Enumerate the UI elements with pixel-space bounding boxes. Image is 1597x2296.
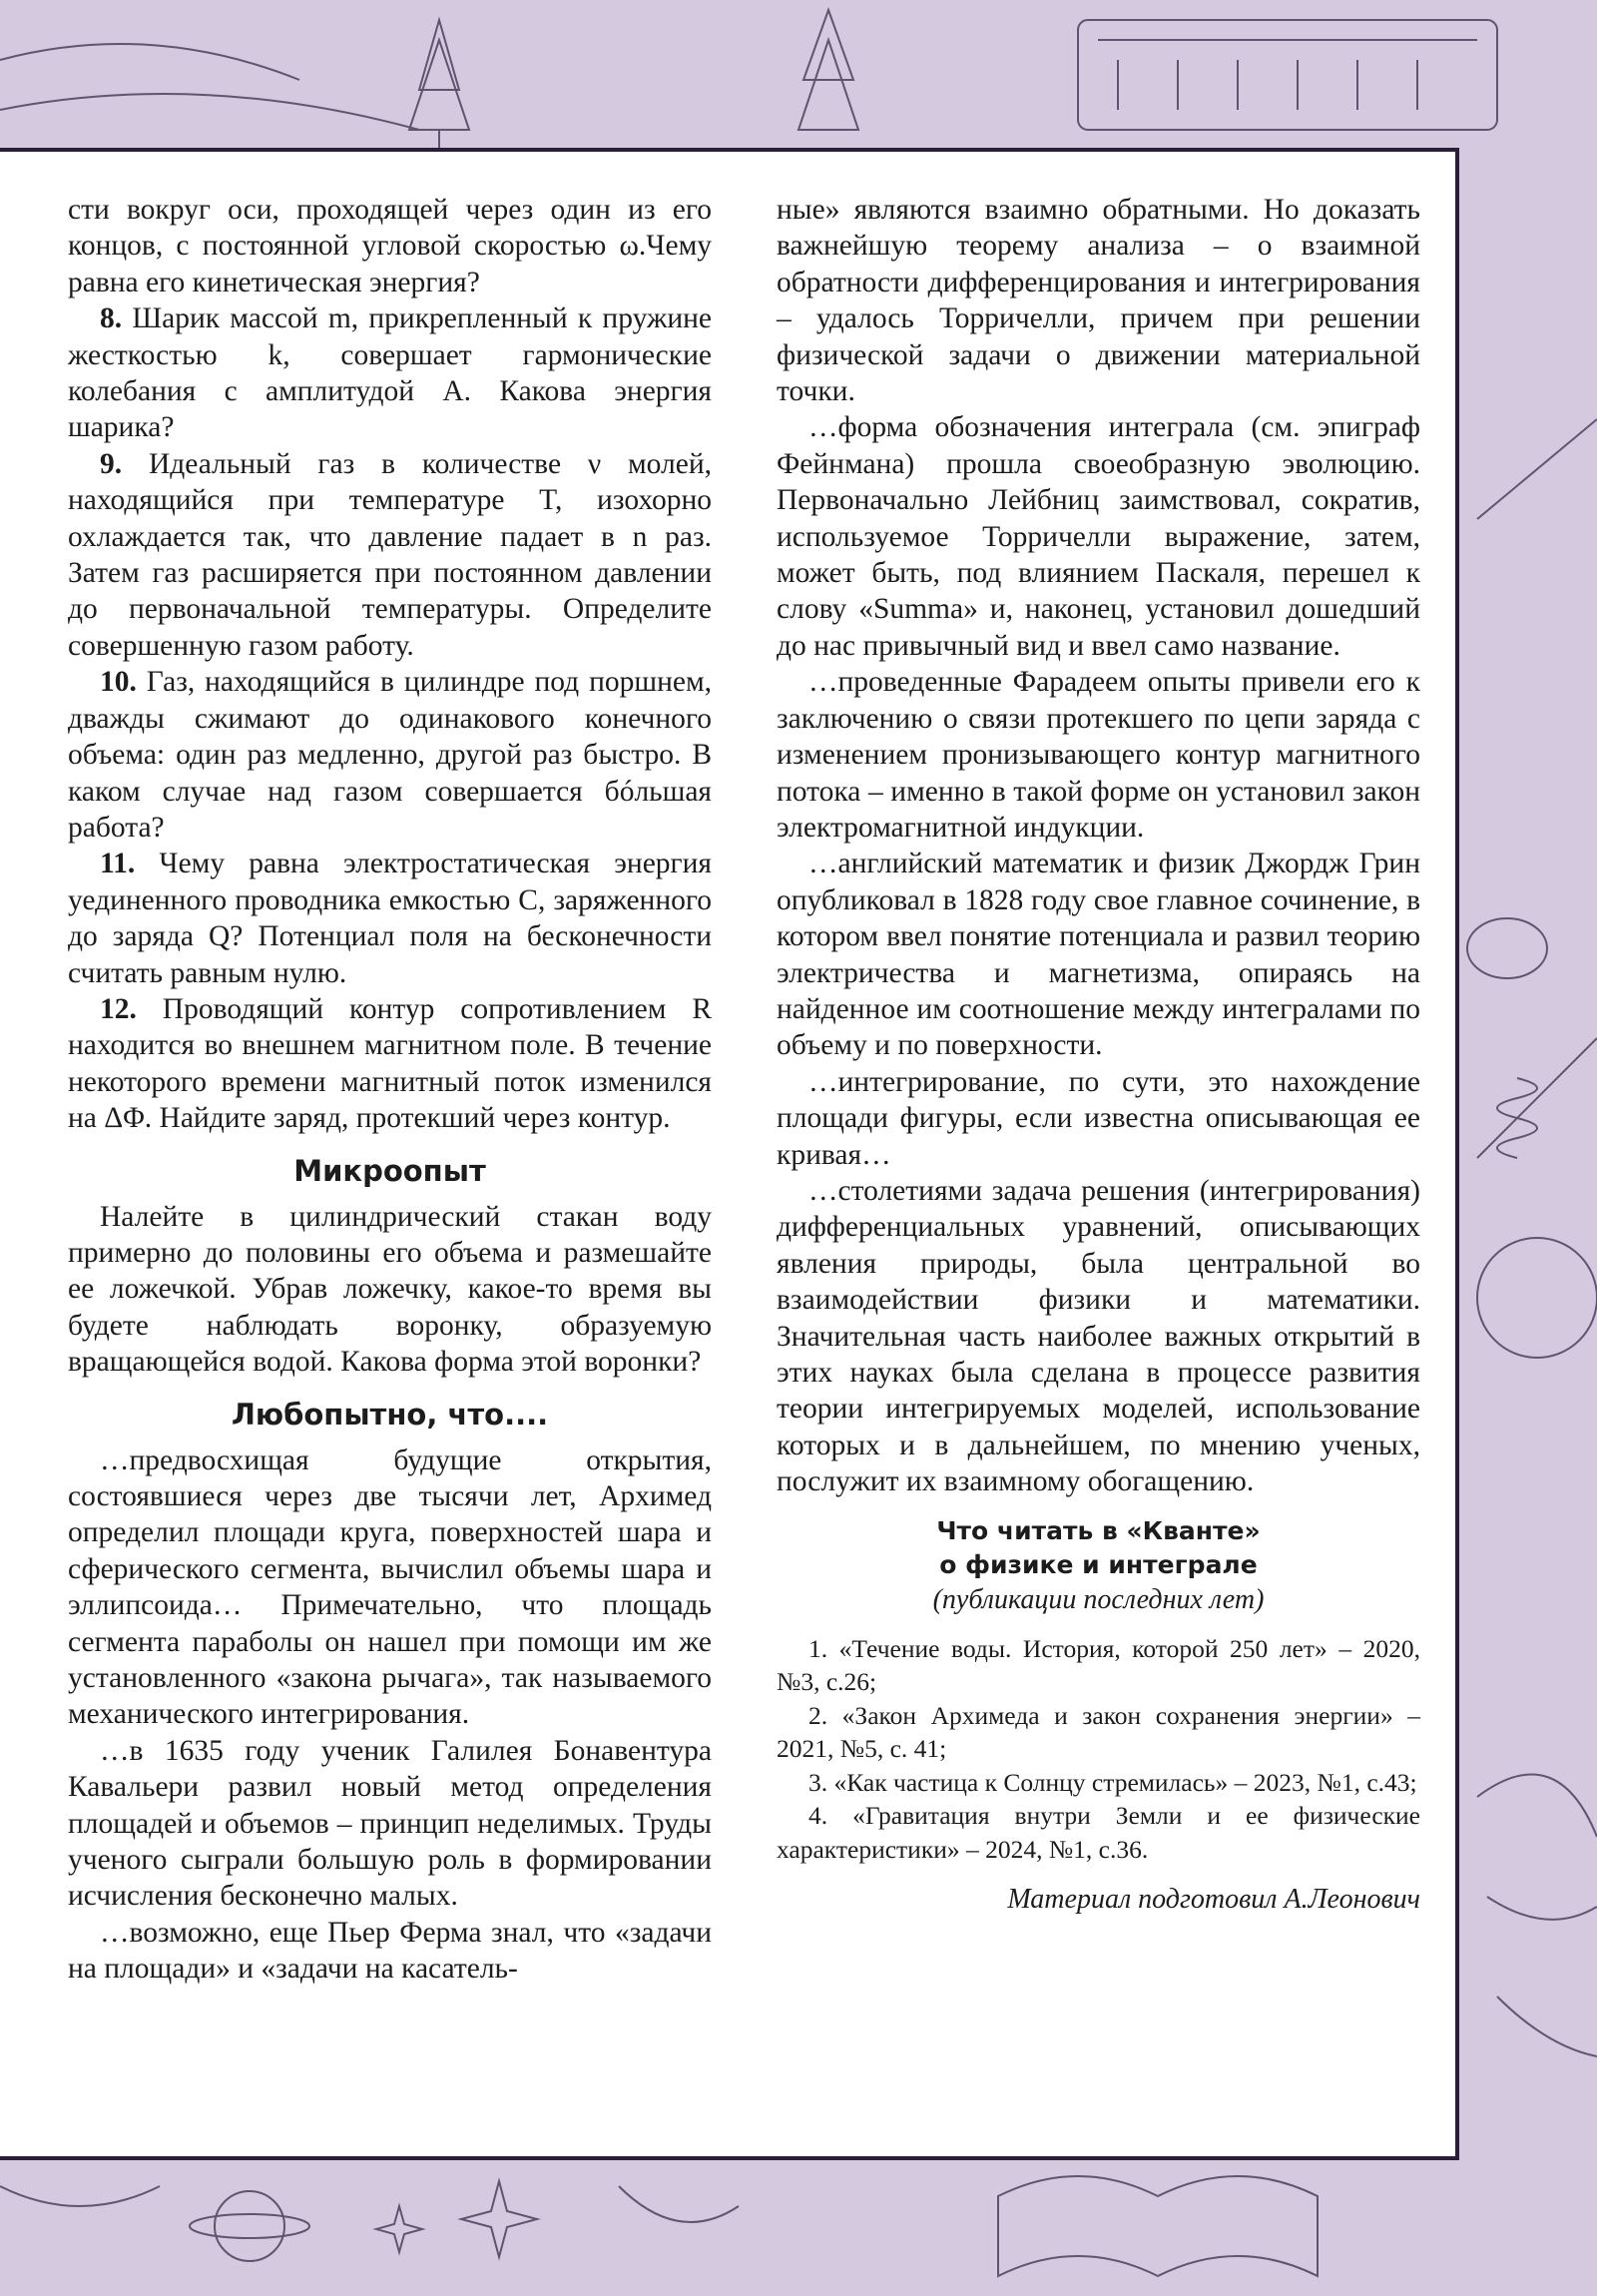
problem-text: Шарик массой m, прикрепленный к пружине жесткостью k, совершает гармонические колебания с амплитудой A. Какова энергия шарика? (68, 302, 712, 444)
book-sketch (998, 2176, 1318, 2276)
curious-paragraph: …интегрирование, по сути, это нахождение площади фигуры, если известна описывающая ее кривая… (777, 1065, 1420, 1171)
author-credit: Материал подготовил А.Леонович (1007, 1884, 1420, 1916)
globe-sketch (1477, 1238, 1597, 1358)
problem-number: 9. (100, 447, 123, 480)
problem-text: Чему равна электростатическая энергия уединенного проводника емкостью C, заряженного до заряда Q? Потенциал поля на бесконечности считать равным нулю. (68, 848, 712, 989)
tree-sketch (798, 10, 858, 130)
microexperiment-heading: Микроопыт (293, 1153, 486, 1188)
curious-heading: Любопытно, что.... (231, 1397, 549, 1432)
curious-paragraph: …форма обозначения интеграла (см. эпиграф Фейнмана) прошла своеобразную эволюцию. Первоначально Лейбниц заимствовал, сократив, используемое Торричелли выражение, затем, может быть, под влиянием Паскаля, перешел к слову «Summa» и, наконец, установил дошедший до нас привычный вид и ввел само название. (777, 411, 1420, 662)
problem-text: Газ, находящийся в цилиндре под поршнем, дважды сжимают до одинакового конечного объема: один раз медленно, другой раз быстро. В каком случае над газом совершается бóльшая работа? (68, 666, 713, 844)
curious-paragraph: …предвосхищая будущие открытия, состоявшиеся через две тысячи лет, Архимед определил площади круга, поверхностей шара и сферического сегмента, вычислил объемы шара и эллипсоида… Примечательно, что площадь сегмента параболы он нашел при помощи им же установленного «закона рычага», так называемого механического интегрирования. (68, 1443, 712, 1731)
microexperiment-text: Налейте в цилиндрический стакан воду примерно до половины его объема и размешайте ее ложечкой. Убрав ложечку, какое-то время вы будете наблюдать воронку, образуемую вращающейся водой. Какова форма этой воронки? (68, 1200, 712, 1379)
article-panel (0, 148, 1459, 2160)
star-sketch (376, 2206, 422, 2252)
curious-paragraph: …проведенные Фарадеем опыты привели его к заключению о связи протекшего по цепи заряда с изменением пронизывающего контур магнитного потока – именно в такой форме он установил закон электромагнитной индукции. (777, 666, 1420, 844)
reference-item: 2. «Закон Архимеда и закон сохранения энергии» – 2021, №5, с. 41; (777, 1700, 1420, 1764)
curious-paragraph: …возможно, еще Пьер Ферма знал, что «задачи на площади» и «задачи на касатель- (68, 1916, 712, 1986)
train-sketch (1078, 20, 1497, 130)
problem-text: Идеальный газ в количестве ν молей, находящийся при температуре T, изохорно охлаждается так, что давление падает в n раз. Затем газ расширяется при постоянном давлении до первоначальной температуры. Определите совершенную газом работу. (68, 447, 712, 662)
problem-number: 11. (100, 848, 136, 880)
reference-item: 1. «Течение воды. История, которой 250 лет» – 2020, №3, с.26; (777, 1633, 1420, 1697)
planet-sketch (215, 2191, 284, 2261)
curious-continuation: ные» являются взаимно обратными. Но доказать важнейшую теорему анализа – о взаимной обратности дифференцирования и интегрирования – удалось Торричелли, причем при решении физической задачи о движении материальной точки. (777, 194, 1420, 408)
problem-number: 12. (100, 992, 137, 1025)
pen-sketch (1477, 419, 1597, 1158)
reading-heading-line2: о физике и интеграле (939, 1549, 1258, 1579)
problem-10 (68, 664, 712, 846)
reference-item: 3. «Как частица к Солнцу стремилась» – 2023, №1, с.43; (808, 1767, 1417, 1797)
star-sketch (461, 2181, 537, 2257)
problem-9 (68, 446, 712, 664)
inkwell-sketch (1467, 918, 1547, 978)
reading-subtitle: (публикации последних лет) (932, 1583, 1265, 1615)
problem-number: 8. (100, 302, 123, 335)
left-column (68, 192, 712, 1988)
face-sketch (1477, 1775, 1597, 2057)
reference-item: 4. «Гравитация внутри Земли и ее физические характеристики» – 2024, №1, с.36. (777, 1801, 1420, 1864)
problem-number: 10. (100, 666, 137, 699)
right-column (777, 192, 1420, 1919)
reference-list (777, 1632, 1420, 1867)
problem-12 (68, 991, 712, 1137)
reading-heading-line1: Что читать в «Кванте» (936, 1515, 1261, 1545)
curious-paragraph: …в 1635 году ученик Галилея Бонавентура Кавальери развил новый метод определения площадей и объемов – принцип неделимых. Труды ученого сыграли большую роль в формировании исчисления бесконечно малых. (68, 1734, 712, 1913)
problem-8 (68, 300, 712, 446)
problem-7-continuation: сти вокруг оси, проходящей через один из его концов, с постоянной угловой скоростью ω.Чему равна его кинетическая энергия? (68, 194, 712, 298)
spiral-sketch (1497, 1078, 1537, 1158)
problem-11 (68, 846, 712, 991)
curious-paragraph: …английский математик и физик Джордж Грин опубликовал в 1828 году свое главное сочинение, в котором ввел понятие потенциала и развил теорию электричества и магнетизма, опираясь на найденное им соотношение между интегралами по объему и по поверхности. (777, 848, 1420, 1062)
problem-text: Проводящий контур сопротивлением R находится во внешнем магнитном поле. В течение некоторого времени магнитный поток изменился на ΔΦ. Найдите заряд, протекший через контур. (68, 992, 712, 1135)
curious-paragraph: …столетиями задача решения (интегрирования) дифференциальных уравнений, описывающих явления природы, была центральной во взаимодействии физики и математики. Значительная часть наиболее важных открытий в этих науках была сделана в процессе развития теории интегрируемых моделей, использование которых и в дальнейшем, по мнению ученых, послужит их взаимному обогащению. (777, 1174, 1420, 1498)
